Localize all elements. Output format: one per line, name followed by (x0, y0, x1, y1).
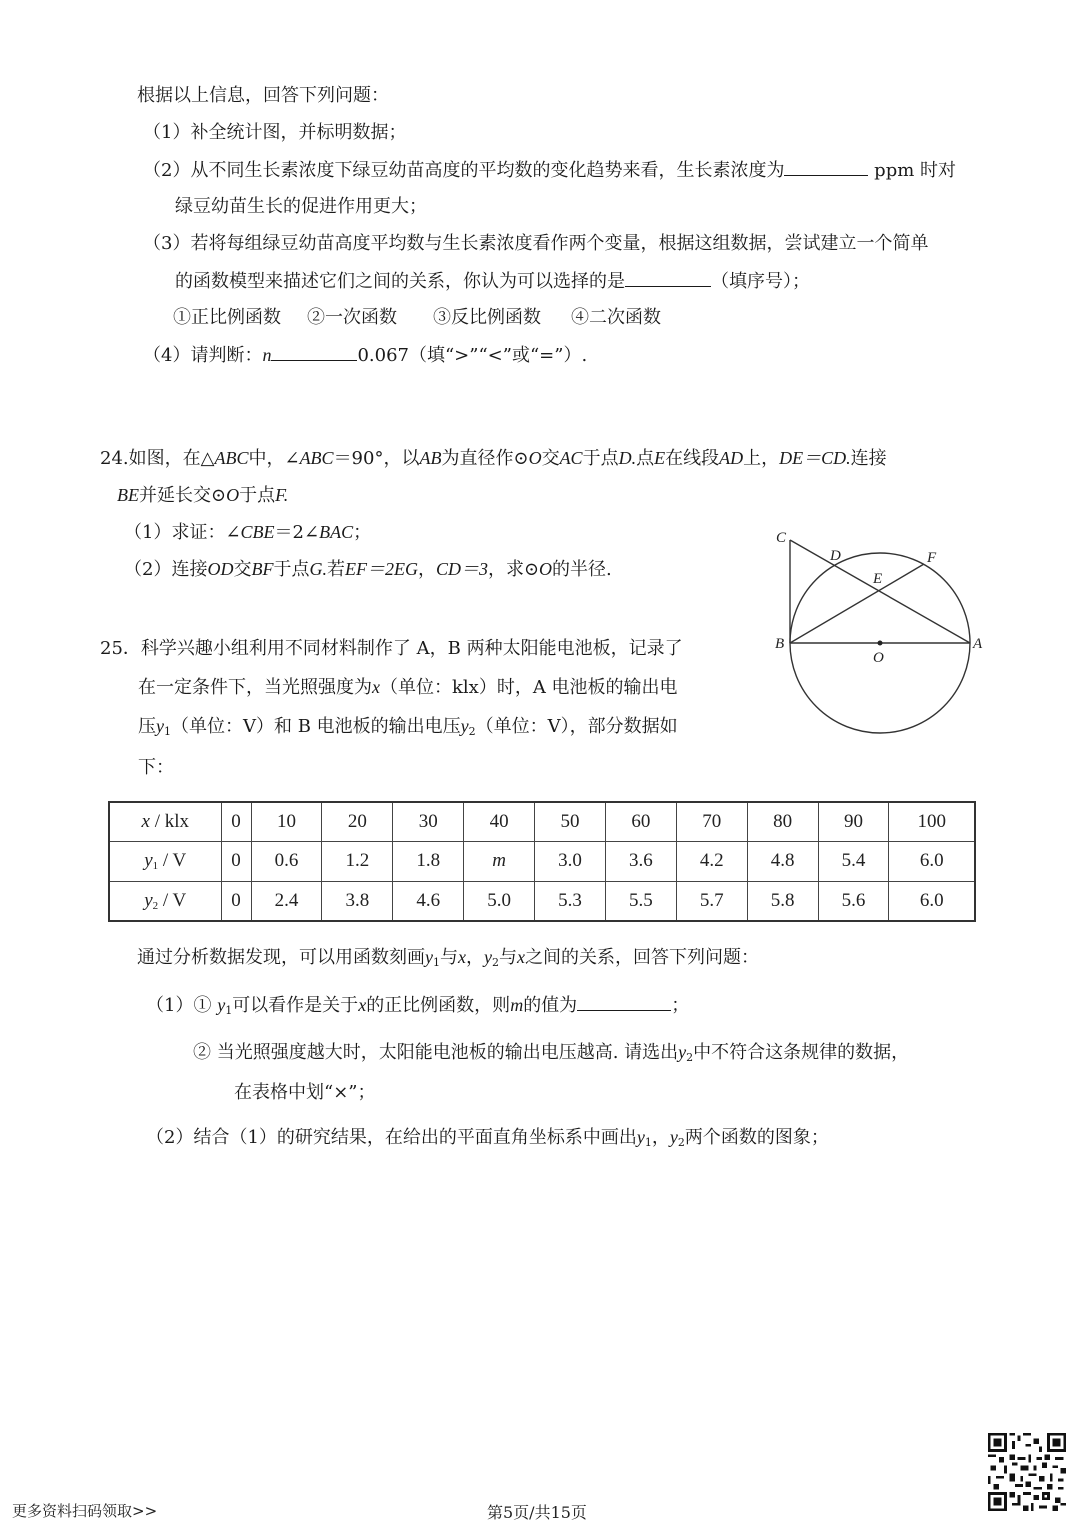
text: 在线段 (665, 448, 720, 469)
table-cell: 30 (393, 802, 464, 842)
q23-part2-cont: 绿豆幼苗生长的促进作用更大； (175, 196, 427, 217)
var-y: y (678, 1042, 687, 1062)
table-row-x (109, 802, 975, 842)
table-cell: 70 (676, 802, 747, 842)
table-cell: 4.6 (393, 881, 464, 921)
table-cell: 10 (251, 802, 322, 842)
math: F. (275, 485, 289, 505)
table-cell: 5.8 (747, 881, 818, 921)
math: O (528, 448, 542, 468)
text: 点 (636, 448, 655, 469)
q23-part2-unit: ppm 时对 (868, 160, 957, 181)
label-e: E (873, 571, 883, 587)
label-b: B (775, 636, 785, 652)
table-cell: 3.6 (605, 842, 676, 882)
text: 中，∠ (248, 448, 300, 469)
text: （2）连接 (124, 559, 208, 580)
subscript: 2 (468, 725, 476, 738)
table-cell-unknown-m: m (464, 842, 535, 882)
text: ＝2∠ (274, 522, 320, 543)
text: ； (671, 995, 690, 1016)
table-cell: 5.5 (605, 881, 676, 921)
text: 若 (326, 559, 345, 580)
math: O (226, 485, 240, 505)
math: ABC (299, 448, 334, 468)
q23-part4 (143, 343, 587, 368)
q25-stem-line3 (138, 714, 678, 744)
var-y: y (484, 947, 492, 967)
q24-stem-line1 (100, 446, 887, 471)
table-cell: 0 (221, 802, 251, 842)
table-cell: 1.2 (322, 842, 393, 882)
text: 通过分析数据发现，可以用函数刻画 (137, 947, 425, 968)
math: ABC (214, 448, 249, 468)
text: 两个函数的图象； (684, 1127, 829, 1148)
text: 连接 (850, 448, 887, 469)
var-y: y (460, 716, 469, 736)
text: 为直径作⊙ (441, 448, 529, 469)
subscript: 1 (152, 860, 159, 873)
q23-part3-hint: （填序号）； (711, 271, 810, 292)
subscript: 2 (686, 1051, 694, 1064)
q23-intro: 根据以上信息，回答下列问题： (137, 85, 389, 106)
subscript: 2 (677, 1136, 685, 1149)
math: OD (207, 559, 234, 579)
table-cell: 0 (221, 881, 251, 921)
text: 的正比例函数，则 (366, 995, 511, 1016)
q24-stem-line2 (117, 483, 288, 508)
option-1: ①正比例函数 (173, 307, 281, 328)
answer-blank-compare[interactable] (271, 343, 357, 361)
q23-options (173, 306, 661, 330)
table-cell: 0 (221, 842, 251, 882)
text: 交 (233, 559, 252, 580)
text: ② 当光照强度越大时，太阳能电池板的输出电压越高. 请选出 (193, 1042, 679, 1063)
q25-stem-line4: 下： (138, 757, 174, 778)
text: （1）求证：∠ (124, 522, 241, 543)
label-c: C (776, 530, 787, 546)
var-x: x (372, 677, 380, 697)
option-2: ②一次函数 (307, 307, 397, 328)
row-header (109, 881, 221, 921)
math: BE (117, 485, 139, 505)
text: ，求⊙ (487, 559, 540, 580)
var: y (144, 850, 153, 872)
table-cell: 3.8 (322, 881, 393, 921)
q25-part1-2-cont: 在表格中划“×”； (234, 1082, 376, 1103)
var-y: y (156, 716, 164, 736)
var-x: x (358, 995, 367, 1015)
text: 交 (541, 448, 560, 469)
table-cell: 3.0 (535, 842, 606, 882)
subscript: 1 (644, 1136, 652, 1149)
label-o: O (873, 650, 884, 666)
var-y: y (636, 1127, 645, 1147)
q23-part3-cont (175, 269, 810, 294)
q23-part2 (143, 158, 956, 183)
solar-panel-data-table (108, 801, 976, 922)
answer-blank-concentration[interactable] (784, 158, 868, 176)
table-cell: 4.2 (676, 842, 747, 882)
text: （单位：V）和 B 电池板的输出电压 (171, 716, 461, 737)
q25-stem-line2 (138, 675, 678, 700)
q25-analysis (137, 945, 759, 975)
text: 于点 (582, 448, 619, 469)
text: 与 (499, 947, 517, 968)
math: O (539, 559, 553, 579)
q25-part2 (146, 1125, 829, 1155)
text: 与 (440, 947, 458, 968)
var-y: y (425, 947, 433, 967)
label-d: D (830, 548, 841, 564)
label-a: A (973, 636, 983, 652)
table-cell: 4.8 (747, 842, 818, 882)
var: y (144, 889, 153, 911)
text: （2）结合（1）的研究结果，在给出的平面直角坐标系中画出 (146, 1127, 637, 1148)
table-cell: 100 (889, 802, 975, 842)
table-cell: 80 (747, 802, 818, 842)
var-m: m (510, 995, 524, 1015)
table-cell: 5.3 (535, 881, 606, 921)
q24-part2 (124, 557, 612, 582)
label-f: F (927, 550, 937, 566)
text: 上， (743, 448, 780, 469)
table-cell: 2.4 (251, 881, 322, 921)
math: G. (309, 559, 327, 579)
answer-blank-function-choice[interactable] (625, 269, 711, 287)
q25-stem-line1: 25．科学兴趣小组利用不同材料制作了 A，B 两种太阳能电池板，记录了 (100, 638, 683, 659)
qr-code-icon[interactable] (988, 1433, 1066, 1511)
math: DE＝CD. (779, 448, 851, 468)
text: 于点 (239, 485, 276, 506)
var-x: x (458, 947, 466, 967)
text: 在一定条件下，当光照强度为 (138, 677, 372, 698)
table-cell: 20 (322, 802, 393, 842)
page-number: 第5页/共15页 (487, 1503, 587, 1522)
table-cell: 6.0 (889, 881, 975, 921)
option-4: ④二次函数 (571, 307, 661, 328)
text: （单位：klx）时，A 电池板的输出电 (380, 677, 678, 698)
subscript: 2 (152, 899, 159, 912)
text: 之间的关系，回答下列问题： (525, 947, 759, 968)
text: 并延长交⊙ (139, 485, 227, 506)
center-point-o (878, 641, 883, 646)
table-cell: 90 (818, 802, 889, 842)
math: BAC (319, 522, 354, 542)
table-row-y1 (109, 842, 975, 882)
math: BF (251, 559, 274, 579)
text: （单位：V），部分数据如 (475, 716, 678, 737)
math: CD＝3 (435, 559, 488, 579)
text: （1）① (146, 995, 212, 1016)
table-cell: 0.6 (251, 842, 322, 882)
text: 的值为 (523, 995, 578, 1016)
answer-blank-m[interactable] (577, 993, 671, 1011)
table-cell: 40 (464, 802, 535, 842)
q23-part4-text: （4）请判断： (143, 345, 263, 366)
text: ， (466, 947, 484, 968)
var-x: x (517, 947, 525, 967)
text: 中不符合这条规律的数据， (693, 1042, 910, 1063)
q25-part1-1 (146, 993, 689, 1023)
q24-part1 (124, 520, 371, 545)
q23-part3: （3）若将每组绿豆幼苗高度平均数与生长素浓度看作两个变量，根据这组数据，尝试建立一个简单 (143, 233, 929, 254)
table-cell: 5.6 (818, 881, 889, 921)
subscript: 1 (225, 1004, 233, 1017)
text: ， (417, 559, 436, 580)
text: ， (651, 1127, 670, 1148)
q23-part1: （1）补全统计图，并标明数据； (143, 122, 407, 143)
q23-part2-text: （2）从不同生长素浓度下绿豆幼苗高度的平均数的变化趋势来看，生长素浓度为 (143, 160, 785, 181)
subscript: 2 (492, 956, 499, 969)
var-n: n (262, 345, 272, 365)
math: AD (719, 448, 744, 468)
option-3: ③反比例函数 (433, 307, 541, 328)
math: E (654, 448, 666, 468)
row-header (109, 802, 221, 842)
text: 的半径. (552, 559, 612, 580)
subscript: 1 (433, 956, 440, 969)
math: EF＝2EG (344, 559, 418, 579)
text: 24.如图，在△ (100, 448, 215, 469)
text: 可以看作是关于 (232, 995, 359, 1016)
q23-part3-text: 的函数模型来描述它们之间的关系，你认为可以选择的是 (175, 271, 625, 292)
table-cell: 5.0 (464, 881, 535, 921)
table-cell: 1.8 (393, 842, 464, 882)
subscript: 1 (164, 725, 171, 738)
math: CBE (240, 522, 275, 542)
var-y: y (217, 995, 226, 1015)
table-row-y2 (109, 881, 975, 921)
text: ； (353, 522, 372, 543)
geometry-figure-circle-triangle (760, 520, 1000, 780)
q23-part4-hint: 0.067（填“>”“<”或“=”）. (357, 345, 588, 366)
text: ＝90°，以 (333, 448, 420, 469)
row-header (109, 842, 221, 882)
unit: / V (158, 889, 187, 911)
unit: / V (158, 850, 187, 872)
table-cell: 5.7 (676, 881, 747, 921)
table-cell: 60 (605, 802, 676, 842)
table-cell: 5.4 (818, 842, 889, 882)
math: AC (559, 448, 583, 468)
math: AB (419, 448, 442, 468)
math: D. (618, 448, 637, 468)
unit: / klx (149, 811, 189, 832)
table-cell: 6.0 (889, 842, 975, 882)
q25-part1-2 (193, 1040, 909, 1070)
footer-more-resources-link[interactable]: 更多资料扫码领取>> (12, 1502, 158, 1520)
var: x (141, 811, 150, 832)
var-y: y (669, 1127, 678, 1147)
text: 于点 (273, 559, 310, 580)
text: 压 (138, 716, 156, 737)
table-cell: 50 (535, 802, 606, 842)
